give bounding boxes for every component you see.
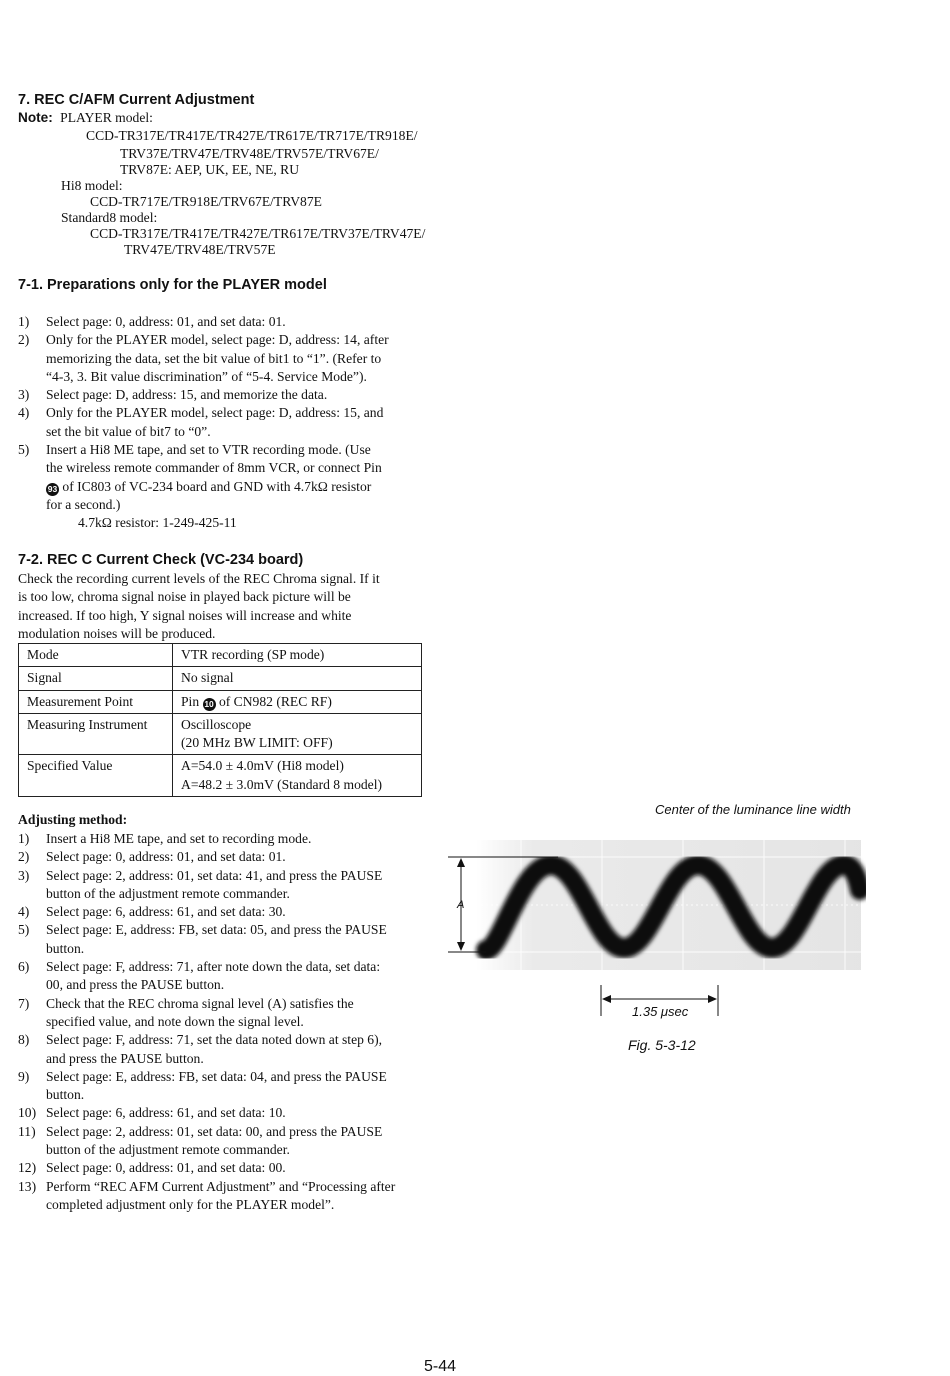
list-item bbox=[18, 386, 422, 404]
player-model-line: TRV37E/TRV47E/TRV48E/TRV57E/TRV67E/ bbox=[120, 146, 379, 161]
table-cell bbox=[173, 713, 422, 755]
step-text: Select page: F, address: 71, set the data noted down at step 6), bbox=[46, 1032, 383, 1048]
player-model-line: TRV87E: AEP, UK, EE, NE, RU bbox=[120, 162, 300, 177]
step-text: Select page: E, address: FB, set data: 05, and press the PAUSE bbox=[46, 922, 387, 938]
cell-text: A=54.0 ± 4.0mV (Hi8 model) bbox=[181, 758, 344, 774]
list-item bbox=[18, 1178, 422, 1215]
step-text: Insert a Hi8 ME tape, and set to recording mode. bbox=[46, 831, 312, 846]
std8-label: Standard8 model: bbox=[61, 210, 158, 225]
hi8-label: Hi8 model: bbox=[61, 178, 123, 193]
step-text: button of the adjustment remote commander. bbox=[46, 1142, 290, 1158]
section-heading-7-1: 7-1. Preparations only for the PLAYER model bbox=[18, 277, 327, 293]
arrow-left-icon bbox=[602, 995, 611, 1003]
resistor-part-number: 4.7kΩ resistor: 1-249-425-11 bbox=[78, 515, 237, 531]
step-text: Check that the REC chroma signal level (A) satisfies the bbox=[46, 995, 354, 1011]
intro-paragraph bbox=[18, 570, 422, 643]
step-text: Select page: 2, address: 01, set data: 41, and press the PAUSE bbox=[46, 867, 383, 883]
table-cell: Mode bbox=[19, 644, 173, 667]
step-text: and press the PAUSE button. bbox=[46, 1050, 204, 1066]
amplitude-label: A bbox=[457, 899, 465, 911]
table-cell: VTR recording (SP mode) bbox=[173, 644, 422, 667]
table-cell: Measurement Point bbox=[19, 690, 173, 713]
table-cell: No signal bbox=[173, 667, 422, 690]
std8-model-line: CCD-TR317E/TR417E/TR427E/TR617E/TRV37E/TRV47E/ bbox=[90, 226, 426, 241]
step-text: Only for the PLAYER model, select page: D, address: 14, after bbox=[46, 332, 389, 348]
step-number: 13) bbox=[18, 1178, 37, 1194]
table-row bbox=[19, 690, 422, 713]
step-text: memorizing the data, set the bit value of bit1 to “1”. (Refer to bbox=[46, 350, 382, 366]
time-label: 1.35 μsec bbox=[632, 1004, 689, 1019]
player-model-line: CCD-TR317E/TR417E/TR427E/TR617E/TR717E/TR918E/ bbox=[86, 128, 418, 143]
cell-text: of CN982 (REC RF) bbox=[215, 693, 332, 709]
adjusting-method-title: Adjusting method: bbox=[18, 812, 128, 827]
std8-model-line: TRV47E/TRV48E/TRV57E bbox=[124, 242, 276, 257]
note-label: Note: bbox=[18, 110, 53, 125]
list-item bbox=[18, 921, 422, 958]
table-row bbox=[19, 667, 422, 690]
table-row bbox=[19, 755, 422, 797]
step-text: Select page: 6, address: 61, and set data: 30. bbox=[46, 904, 286, 920]
step-text: Insert a Hi8 ME tape, and set to VTR recording mode. (Use bbox=[46, 442, 371, 458]
list-item bbox=[18, 441, 422, 532]
page-number: 5-44 bbox=[424, 1358, 457, 1375]
step-number: 3) bbox=[18, 387, 30, 403]
arrow-right-icon bbox=[708, 995, 717, 1003]
step-number: 8) bbox=[18, 1032, 30, 1048]
table-cell: Measuring Instrument bbox=[19, 713, 173, 755]
player-label: PLAYER model: bbox=[60, 110, 153, 125]
cell-text: Pin bbox=[181, 693, 203, 709]
step-text: Select page: D, address: 15, and memorize the data. bbox=[46, 387, 328, 403]
preparation-steps bbox=[18, 313, 422, 533]
list-item bbox=[18, 995, 422, 1032]
list-item bbox=[18, 958, 422, 995]
hi8-model-line: CCD-TR717E/TR918E/TRV67E/TRV87E bbox=[90, 194, 322, 209]
step-number: 12) bbox=[18, 1160, 37, 1176]
list-item bbox=[18, 848, 422, 866]
table-cell bbox=[173, 755, 422, 797]
list-item bbox=[18, 404, 422, 441]
list-item bbox=[18, 1159, 422, 1177]
step-text: completed adjustment only for the PLAYER model”. bbox=[46, 1196, 335, 1212]
step-number: 5) bbox=[18, 442, 30, 458]
step-number: 4) bbox=[18, 904, 30, 920]
pin-number-badge: 10 bbox=[204, 698, 214, 709]
step-text: Select page: 0, address: 01, and set data: 01. bbox=[46, 314, 286, 329]
cell-text: Oscilloscope bbox=[181, 716, 252, 732]
paragraph-line: modulation noises will be produced. bbox=[18, 625, 216, 641]
step-text: specified value, and note down the signal level. bbox=[46, 1013, 304, 1029]
step-text: Select page: 2, address: 01, set data: 00, and press the PAUSE bbox=[46, 1123, 383, 1139]
cell-text: (20 MHz BW LIMIT: OFF) bbox=[181, 735, 333, 751]
list-item bbox=[18, 1068, 422, 1105]
list-item bbox=[18, 1031, 422, 1068]
step-text: button of the adjustment remote commander. bbox=[46, 885, 290, 901]
adjusting-steps bbox=[18, 830, 422, 1214]
step-text: the wireless remote commander of 8mm VCR, or connect Pin bbox=[46, 460, 382, 476]
step-text: 00, and press the PAUSE button. bbox=[46, 977, 225, 993]
pin-number-badge: 93 bbox=[47, 483, 58, 494]
figure-caption-top: Center of the luminance line width bbox=[655, 802, 851, 817]
spec-table bbox=[18, 643, 422, 797]
step-number: 3) bbox=[18, 867, 30, 883]
step-text: button. bbox=[46, 940, 85, 956]
step-number: 4) bbox=[18, 405, 30, 421]
step-text: button. bbox=[46, 1087, 85, 1103]
table-cell: Specified Value bbox=[19, 755, 173, 797]
step-text: Select page: E, address: FB, set data: 04, and press the PAUSE bbox=[46, 1068, 387, 1084]
step-number: 2) bbox=[18, 849, 30, 865]
table-row bbox=[19, 644, 422, 667]
step-text: Perform “REC AFM Current Adjustment” and “Processing after bbox=[46, 1178, 396, 1194]
spec-table-wrapper bbox=[18, 643, 422, 797]
paragraph-line: increased. If too high, Y signal noises will increase and white bbox=[18, 607, 352, 623]
step-text bbox=[46, 478, 422, 496]
step-text: Select page: 0, address: 01, and set data: 00. bbox=[46, 1160, 286, 1176]
paragraph-line: is too low, chroma signal noise in played back picture will be bbox=[18, 589, 351, 605]
step-number: 5) bbox=[18, 922, 30, 938]
step-number: 1) bbox=[18, 831, 30, 846]
table-row bbox=[19, 713, 422, 755]
cell-text: A=48.2 ± 3.0mV (Standard 8 model) bbox=[181, 776, 383, 792]
list-item bbox=[18, 903, 422, 921]
step-text: Select page: 0, address: 01, and set data: 01. bbox=[46, 849, 286, 865]
step-text-rest: of IC803 of VC-234 board and GND with 4.7kΩ resistor bbox=[59, 478, 372, 494]
step-number: 2) bbox=[18, 332, 30, 348]
list-item bbox=[18, 830, 422, 848]
step-number: 11) bbox=[18, 1123, 36, 1139]
step-number: 7) bbox=[18, 995, 30, 1011]
step-text: Only for the PLAYER model, select page: D, address: 15, and bbox=[46, 405, 384, 421]
step-number: 10) bbox=[18, 1105, 37, 1121]
table-cell bbox=[173, 690, 422, 713]
section-title: 7. REC C/AFM Current Adjustment bbox=[18, 92, 255, 108]
list-item bbox=[18, 331, 422, 386]
oscilloscope-figure bbox=[446, 820, 866, 1030]
step-number: 9) bbox=[18, 1068, 30, 1084]
list-item bbox=[18, 313, 422, 331]
list-item bbox=[18, 1123, 422, 1160]
step-text: “4-3, 3. Bit value discrimination” of “5-4. Service Mode”). bbox=[46, 368, 367, 384]
figure-number: Fig. 5-3-12 bbox=[628, 1037, 696, 1053]
note-line bbox=[18, 109, 153, 127]
step-text: Select page: F, address: 71, after note down the data, set data: bbox=[46, 959, 381, 975]
arrow-down-icon bbox=[457, 942, 465, 951]
paragraph-line: Check the recording current levels of the REC Chroma signal. If it bbox=[18, 571, 380, 586]
list-item bbox=[18, 867, 422, 904]
arrow-up-icon bbox=[457, 858, 465, 867]
section-heading-7-2: 7-2. REC C Current Check (VC-234 board) bbox=[18, 552, 304, 568]
list-item bbox=[18, 1104, 422, 1122]
step-number: 1) bbox=[18, 314, 30, 329]
step-number: 6) bbox=[18, 959, 30, 975]
step-text: Select page: 6, address: 61, and set data: 10. bbox=[46, 1105, 286, 1121]
step-text: set the bit value of bit7 to “0”. bbox=[46, 423, 211, 439]
table-cell: Signal bbox=[19, 667, 173, 690]
step-text: for a second.) bbox=[46, 496, 121, 512]
